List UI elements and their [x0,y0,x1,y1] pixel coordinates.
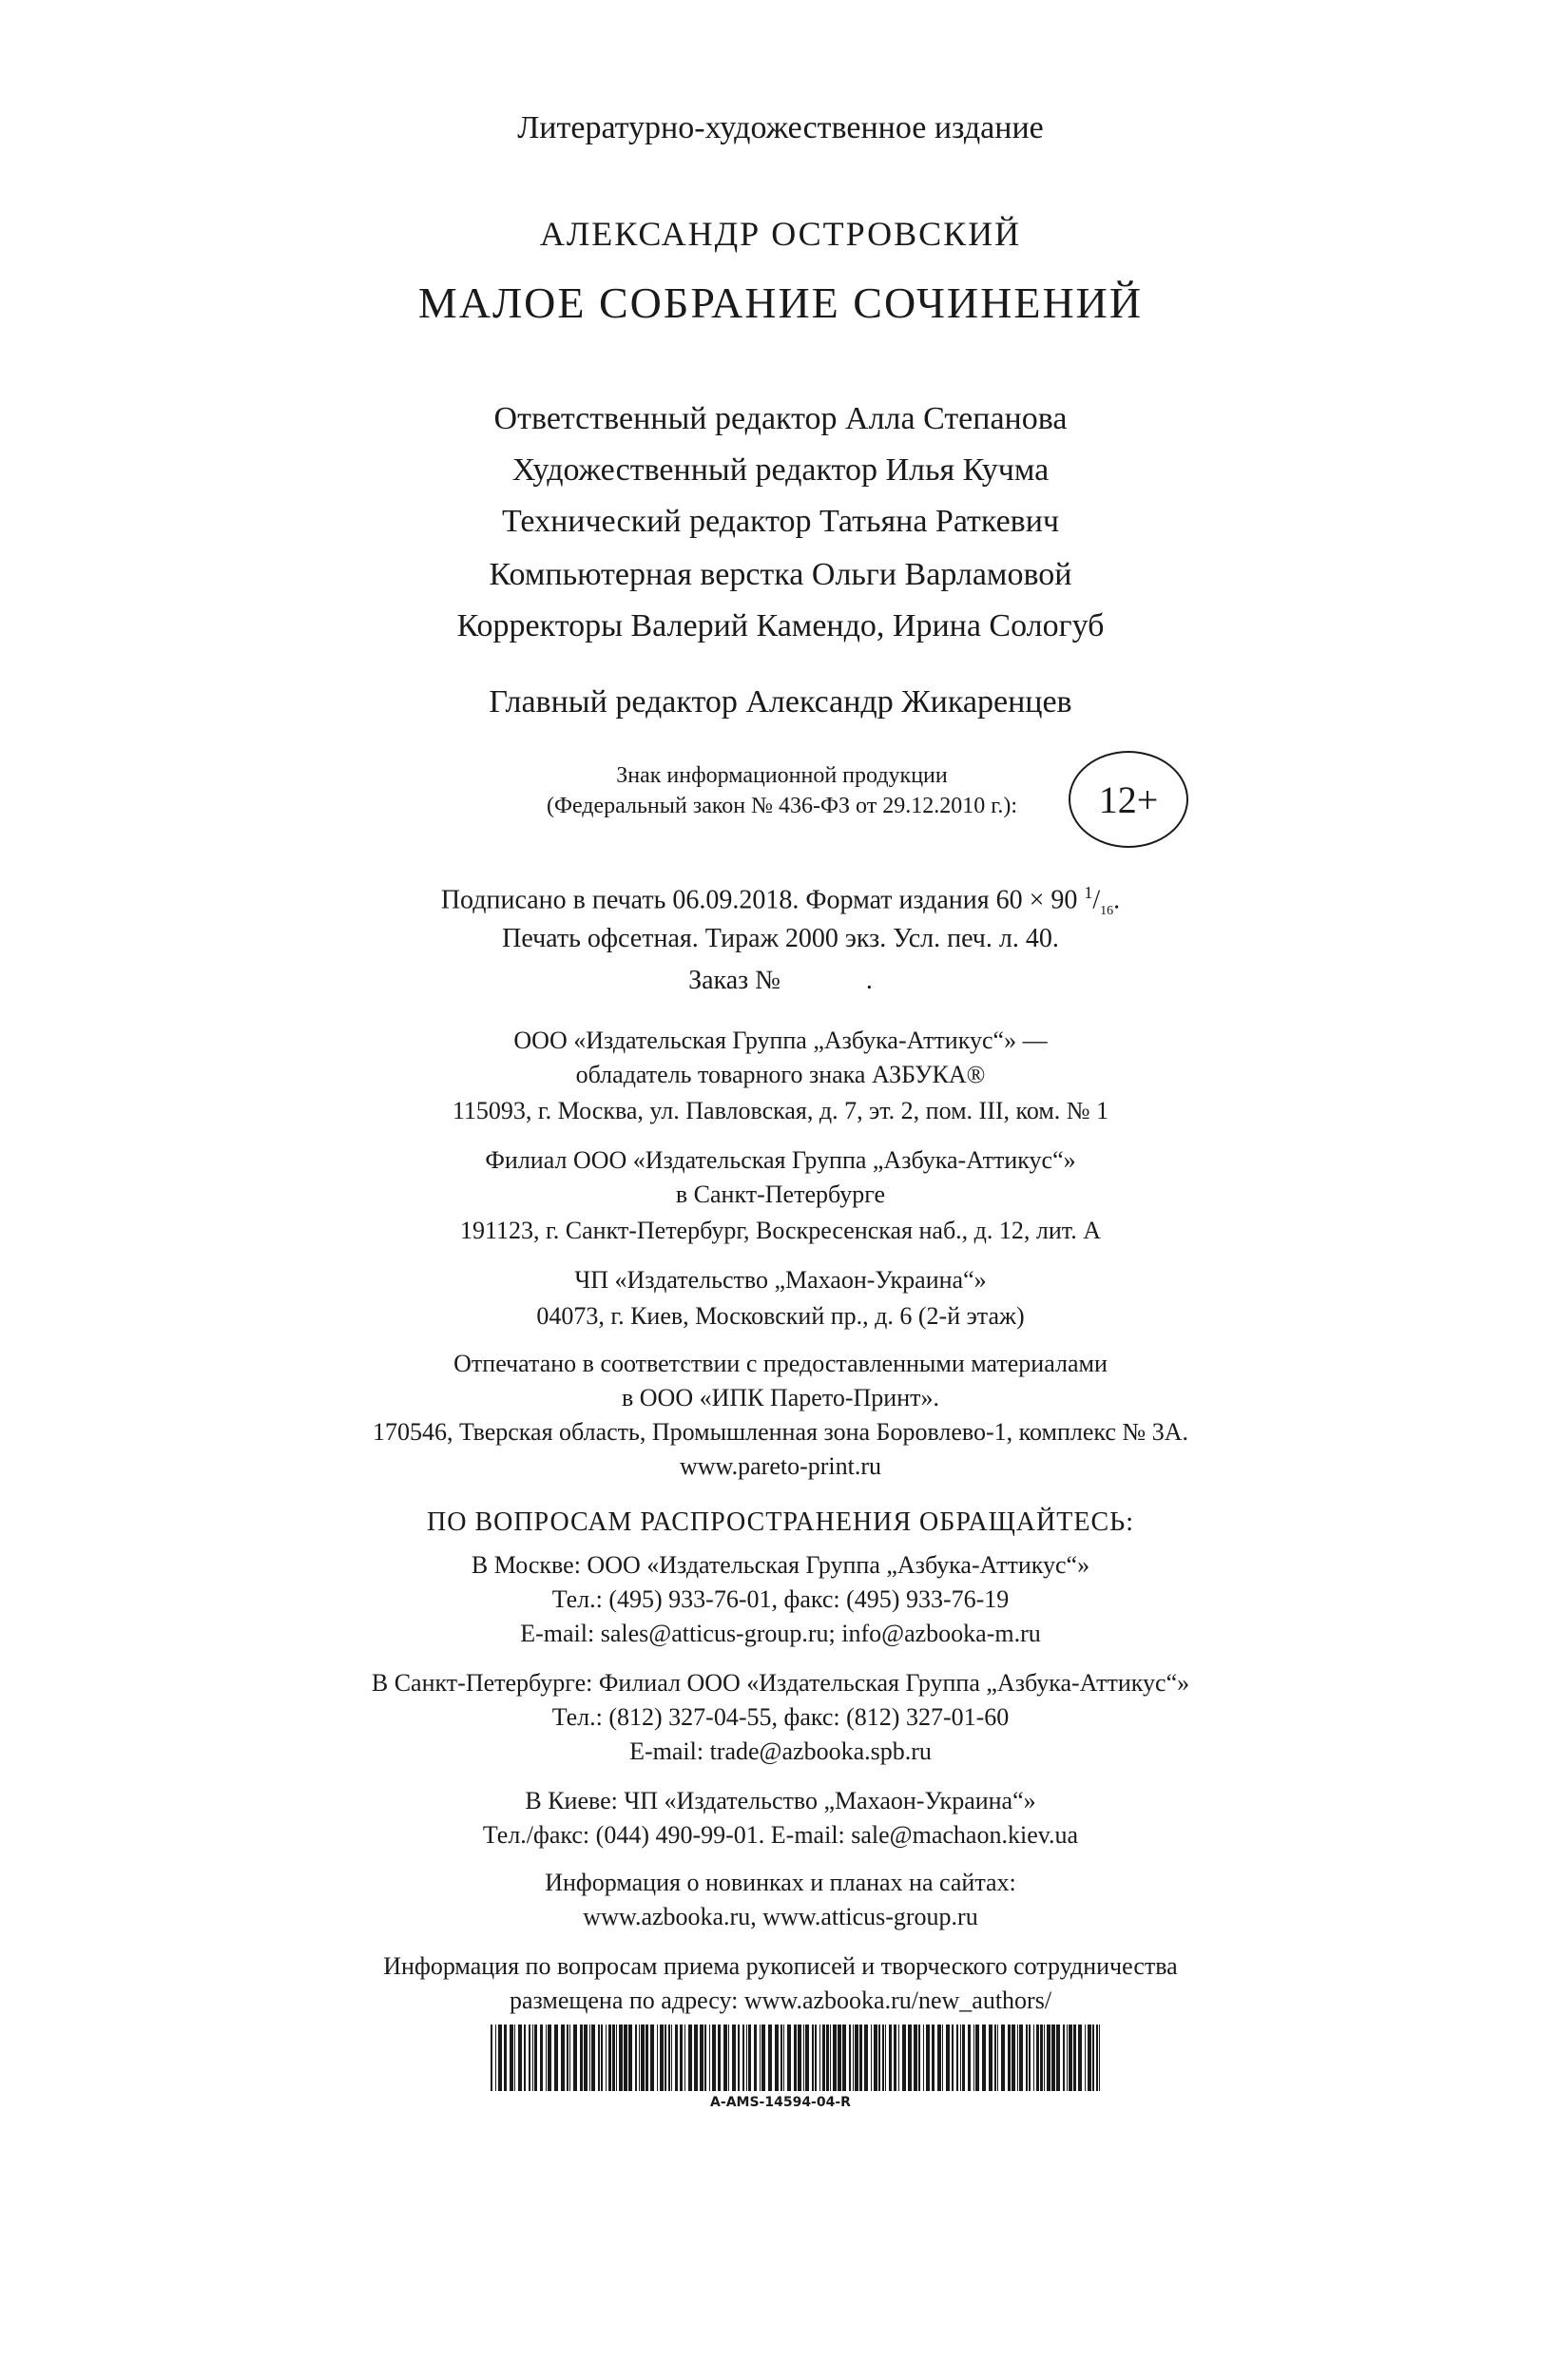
info-sign-text [547,760,1017,821]
order-end: . [865,966,873,995]
publisher-name: ООО «Издательская Группа „Азбука-Аттикус“» — [513,1027,1048,1054]
print-signed-text: Подписано в печать 06.09.2018. Формат издания 60 × 90 [440,885,1078,915]
branch-address: 191123, г. Санкт-Петербург, Воскресенская наб., д. 12, лит. А [460,1217,1101,1244]
print-run-line: Печать офсетная. Тираж 2000 экз. Усл. печ. л. 40. [502,924,1059,953]
format-fraction-numerator: 1 [1084,883,1093,902]
distribution-kiev-contacts: Тел./факс: (044) 490-99-01. E-mail: sale@machaon.kiev.ua [482,1821,1079,1849]
credit-responsible-editor: Ответственный редактор Алла Степанова [493,401,1068,436]
manuscripts-info: Информация по вопросам приема рукописей и творческого сотрудничества [383,1952,1178,1980]
distribution-heading: ПО ВОПРОСАМ РАСПРОСТРАНЕНИЯ ОБРАЩАЙТЕСЬ: [427,1507,1134,1537]
manuscripts-address: размещена по адресу: www.azbooka.ru/new_authors/ [509,1987,1052,2014]
info-sign-block [399,751,1198,846]
info-sign-line2: (Федеральный закон № 436-ФЗ от 29.12.2010 г.): [546,794,1017,818]
order-number-line [0,968,1561,994]
print-signed-line: Подписано в печать 06.09.2018. Формат издания 60 × 90 $^1/_{16}$. [440,883,1121,918]
barcode-number: A-AMS-14594-04-R [710,2095,851,2110]
distribution-spb-email: E-mail: trade@azbooka.spb.ru [629,1737,932,1765]
credit-layout: Компьютерная верстка Ольги Варламовой [489,557,1072,592]
distribution-kiev: В Киеве: ЧП «Издательство „Махаон-Украина“» [525,1787,1036,1814]
distribution-moscow-phone: Тел.: (495) 933-76-01, факс: (495) 933-76-19 [551,1585,1010,1613]
publisher-address: 115093, г. Москва, ул. Павловская, д. 7, эт. 2, пом. III, ком. № 1 [452,1097,1109,1124]
printer-address: 170546, Тверская область, Промышленная зона Боровлево-1, комплекс № 3А. [373,1418,1188,1446]
order-label: Заказ № [688,966,780,995]
print-signed-end: . [1113,885,1121,915]
credit-proofreaders: Корректоры Валерий Камендо, Ирина Сологуб [456,608,1105,643]
edition-type: Литературно-художественное издание [517,110,1044,145]
info-sign-line1: Знак информационной продукции [616,763,948,788]
format-fraction-denominator: 16 [1100,903,1114,918]
branch-name: Филиал ООО «Издательская Группа „Азбука-Аттикус“» [485,1146,1076,1174]
printed-note: Отпечатано в соответствии с предоставленными материалами [453,1350,1108,1377]
ukraine-publisher: ЧП «Издательство „Махаон-Украина“» [574,1266,987,1294]
sites-info: Информация о новинках и планах на сайтах: [545,1869,1016,1896]
ukraine-address: 04073, г. Киев, Московский пр., д. 6 (2-й этаж) [536,1302,1025,1330]
credit-art-editor: Художественный редактор Илья Кучма [511,452,1050,488]
distribution-spb-phone: Тел.: (812) 327-04-55, факс: (812) 327-01-60 [551,1703,1010,1731]
trademark-owner: обладатель товарного знака АЗБУКА® [575,1061,986,1088]
printer-name: в ООО «ИПК Парето-Принт». [621,1384,939,1411]
printer-website: www.pareto-print.ru [679,1452,882,1480]
branch-city: в Санкт-Петербурге [675,1180,886,1208]
chief-editor: Главный редактор Александр Жикаренцев [489,684,1072,720]
age-rating-badge: 12+ [1069,751,1188,848]
distribution-moscow-email: E-mail: sales@atticus-group.ru; info@azbooka-m.ru [520,1620,1041,1647]
author-name: АЛЕКСАНДР ОСТРОВСКИЙ [539,215,1022,253]
barcode [491,2025,1101,2091]
sites-list: www.azbooka.ru, www.atticus-group.ru [583,1903,978,1930]
credit-technical-editor: Технический редактор Татьяна Раткевич [501,504,1060,539]
distribution-spb: В Санкт-Петербурге: Филиал ООО «Издательская Группа „Азбука-Аттикус“» [371,1669,1190,1697]
book-title: МАЛОЕ СОБРАНИЕ СОЧИНЕНИЙ [417,278,1144,327]
distribution-moscow: В Москве: ООО «Издательская Группа „Азбука-Аттикус“» [471,1551,1090,1579]
